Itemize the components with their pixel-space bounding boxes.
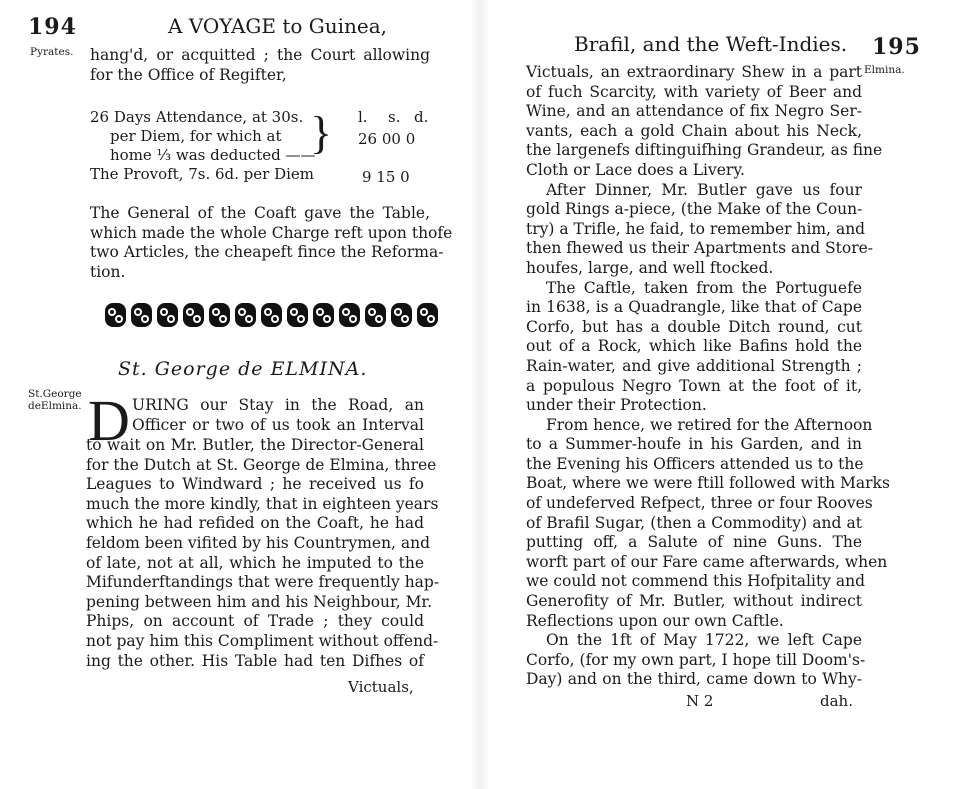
text-line: try) a Trifle, he faid, to remember him, and bbox=[526, 219, 866, 238]
left-folio: 194 bbox=[28, 14, 77, 40]
ornament-icon bbox=[286, 300, 309, 330]
acct-row-label: 26 Days Attendance, at 30s. bbox=[90, 108, 304, 126]
text-line: URING our Stay in the Road, an bbox=[132, 396, 424, 414]
text-line: Victuals, an extraordinary Shew in a part bbox=[526, 63, 862, 81]
text-line: After Dinner, Mr. Butler gave us four bbox=[546, 180, 862, 199]
text-line: of Brafil Sugar, (then a Commodity) and at bbox=[526, 513, 862, 532]
text-line: The General of the Coaft gave the Table, bbox=[90, 204, 430, 222]
text-line: we could not commend this Hofpitality and bbox=[526, 572, 866, 591]
text-line: the Evening his Officers attended us to the bbox=[526, 454, 864, 473]
text-line: pening between him and his Neighbour, Mr. bbox=[86, 592, 433, 611]
text-line: Cloth or Lace does a Livery. bbox=[526, 160, 745, 179]
text-line: The Caftle, taken from the Portuguefe bbox=[546, 278, 862, 297]
signature-mark: N 2 bbox=[686, 692, 714, 710]
ornament-icon bbox=[104, 300, 127, 330]
margin-note-section bbox=[28, 388, 82, 412]
general-paragraph bbox=[90, 204, 453, 282]
right-folio: 195 bbox=[872, 34, 921, 60]
text-line: for the Dutch at St. George de Elmina, three bbox=[86, 455, 437, 474]
left-catchword: Victuals, bbox=[348, 678, 414, 696]
acct-heading-pounds: l. bbox=[358, 108, 368, 126]
ornament-icon bbox=[416, 300, 439, 330]
ornament-icon bbox=[390, 300, 413, 330]
text-line: Mifunderftandings that were frequently hap- bbox=[86, 573, 440, 592]
text-line: Reflections upon our own Caftle. bbox=[526, 611, 784, 630]
text-line: which made the whole Charge reft upon thofe bbox=[90, 223, 453, 242]
acct-row-label: home ⅓ was deducted —— bbox=[110, 146, 316, 164]
right-catchword: dah. bbox=[820, 692, 853, 710]
text-line: of undeferved Refpect, three or four Rooves bbox=[526, 494, 873, 513]
margin-note-line: deElmina. bbox=[28, 400, 82, 412]
text-line: houfes, large, and well ftocked. bbox=[526, 258, 774, 277]
text-line: Rain-water, and give additional Strength ; bbox=[526, 356, 862, 375]
margin-note-line: St.George bbox=[28, 388, 82, 400]
text-line: From hence, we retired for the Afternoon bbox=[546, 415, 873, 434]
text-line: in 1638, is a Quadrangle, like that of Cape bbox=[526, 298, 862, 317]
section-title: St. George de ELMINA. bbox=[118, 358, 368, 380]
text-line: two Articles, the cheapeft fince the Reforma- bbox=[90, 243, 444, 262]
text-line: to wait on Mr. Butler, the Director-General bbox=[86, 436, 424, 454]
text-line: much the more kindly, that in eighteen years bbox=[86, 494, 439, 513]
left-running-head: A VOYAGE to Guinea, bbox=[168, 14, 388, 38]
text-line: feldom been vifited by his Countrymen, and bbox=[86, 533, 431, 552]
left-page bbox=[0, 0, 470, 789]
drop-cap: D bbox=[88, 388, 130, 453]
ornament-icon bbox=[312, 300, 335, 330]
text-line: vants, each a gold Chain about his Neck, bbox=[526, 121, 862, 140]
text-line: tion. bbox=[90, 262, 126, 281]
text-line: Wine, and an attendance of fix Negro Ser- bbox=[526, 102, 862, 121]
ornament-icon bbox=[208, 300, 231, 330]
ornament-icon bbox=[364, 300, 387, 330]
text-line: Day) and on the third, came down to Why- bbox=[526, 670, 862, 689]
acct-row-value: 9 15 0 bbox=[362, 168, 410, 186]
acct-heading-pence: d. bbox=[414, 108, 429, 126]
ornament-icon bbox=[130, 300, 153, 330]
text-line: Leagues to Windward ; he received us fo bbox=[86, 475, 424, 494]
text-line: Officer or two of us took an Interval bbox=[132, 415, 424, 434]
text-line: Phips, on account of Trade ; they could bbox=[86, 612, 424, 631]
ornament-icon bbox=[338, 300, 361, 330]
text-line: Boat, where we were ftill followed with Marks bbox=[526, 474, 890, 493]
acct-row-label: per Diem, for which at bbox=[110, 127, 282, 145]
ornament-icon bbox=[182, 300, 205, 330]
book-gutter bbox=[470, 0, 490, 789]
text-line: of fuch Scarcity, with variety of Beer and bbox=[526, 82, 862, 101]
text-line: Corfo, but has a double Ditch round, cut bbox=[526, 317, 862, 336]
ornament-icon bbox=[260, 300, 283, 330]
text-line: of late, not at all, which he imputed to the bbox=[86, 553, 424, 572]
acct-heading-shillings: s. bbox=[388, 108, 401, 126]
text-line: hang'd, or acquitted ; the Court allowing bbox=[90, 46, 430, 64]
section-body-indented bbox=[132, 396, 424, 435]
decorative-ornament-band bbox=[104, 300, 439, 330]
section-body bbox=[86, 436, 440, 671]
margin-note-pyrates: Pyrates. bbox=[30, 46, 74, 58]
right-running-head: Brafil, and the Weft-Indies. bbox=[574, 32, 848, 56]
accounts-brace: } bbox=[310, 107, 333, 158]
text-line: the largenefs diftinguifhing Grandeur, as fine bbox=[526, 141, 883, 160]
ornament-icon bbox=[156, 300, 179, 330]
text-line: out of a Rock, which like Bafins hold the bbox=[526, 337, 862, 356]
text-line: to a Summer-houfe in his Garden, and in bbox=[526, 435, 862, 454]
text-line: then fhewed us their Apartments and Store- bbox=[526, 239, 874, 258]
text-line: ing the other. His Table had ten Difhes of bbox=[86, 651, 424, 670]
text-line: which he had refided on the Coaft, he had bbox=[86, 514, 424, 533]
ornament-icon bbox=[234, 300, 257, 330]
text-line: Corfo, (for my own part, I hope till Doom's- bbox=[526, 650, 866, 669]
text-line: under their Protection. bbox=[526, 396, 707, 415]
text-line: worft part of our Fare came afterwards, when bbox=[526, 552, 888, 571]
text-line: putting off, a Salute of nine Guns. The bbox=[526, 533, 862, 552]
margin-note-elmina: Elmina. bbox=[864, 64, 905, 76]
text-line: On the 1ft of May 1722, we left Cape bbox=[546, 631, 862, 650]
text-line: for the Office of Regifter, bbox=[90, 65, 287, 84]
acct-row-value: 26 00 0 bbox=[358, 130, 416, 148]
text-line: not pay him this Compliment without offend- bbox=[86, 631, 439, 650]
text-line: a populous Negro Town at the foot of it, bbox=[526, 376, 862, 395]
acct-row-label: The Provoft, 7s. 6d. per Diem bbox=[90, 165, 315, 183]
text-line: Generofity of Mr. Butler, without indirect bbox=[526, 592, 862, 611]
right-page bbox=[490, 0, 980, 789]
left-opening-text bbox=[90, 46, 430, 85]
text-line: gold Rings a-piece, (the Make of the Coun- bbox=[526, 200, 863, 219]
